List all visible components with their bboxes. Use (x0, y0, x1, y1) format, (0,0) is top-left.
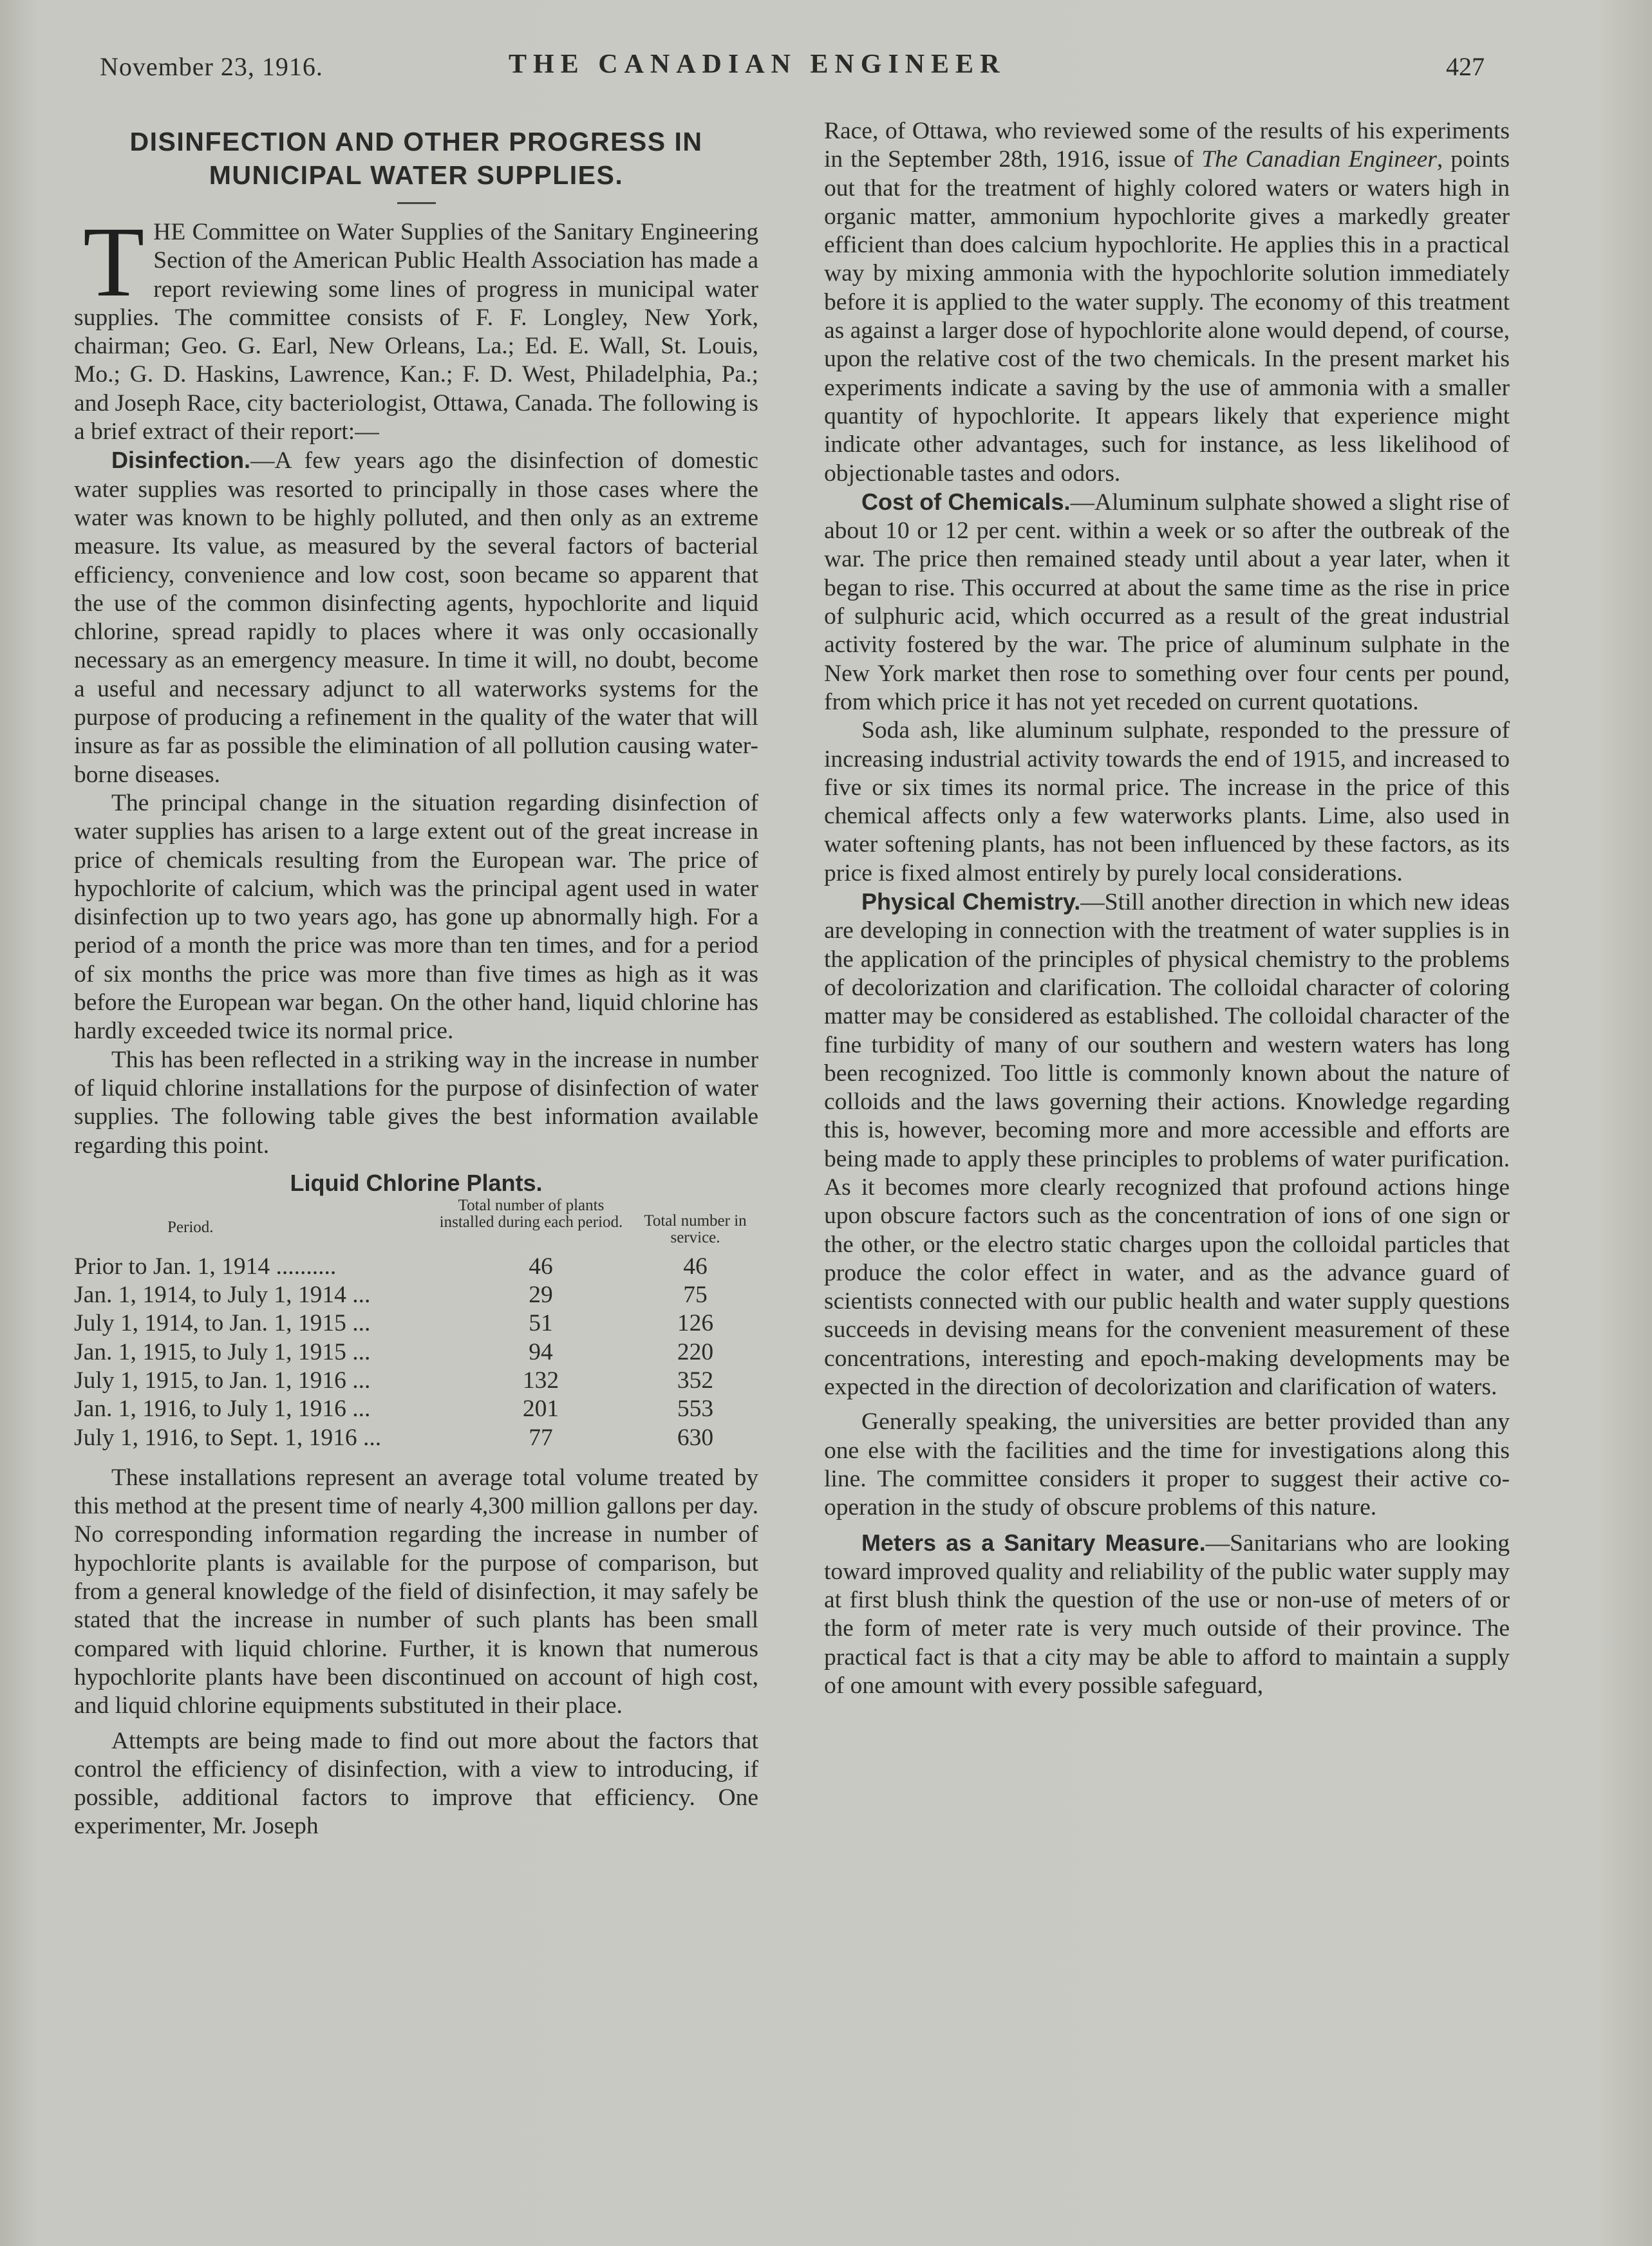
reflected-paragraph: This has been reflected in a striking way in the increase in number of liquid chlorine installations for the purpose of disinfection of water supplies. The following table gives the best information available regarding this point. (74, 1046, 758, 1159)
row-in-service: 352 (677, 1367, 714, 1394)
journal-title: THE CANADIAN ENGINEER (509, 50, 1006, 79)
row-period: July 1, 1914, to Jan. 1, 1915 ... (74, 1310, 371, 1337)
table-row (74, 1281, 758, 1309)
disinfection-heading: Disinfection. (111, 447, 251, 474)
row-in-service: 126 (677, 1310, 714, 1337)
cost-paragraph (824, 488, 1510, 716)
intro-paragraph (74, 206, 758, 446)
row-period: Jan. 1, 1915, to July 1, 1915 ... (74, 1338, 371, 1365)
running-header (100, 46, 1485, 85)
article-title-line-1: DISINFECTION AND OTHER PROGRESS IN (129, 127, 703, 156)
row-installed: 46 (529, 1253, 553, 1280)
row-period: July 1, 1916, to Sept. 1, 1916 ... (74, 1424, 382, 1451)
table-header (74, 1197, 758, 1253)
row-installed: 77 (529, 1424, 553, 1451)
row-installed: 201 (522, 1396, 559, 1423)
chlorine-plants-table (74, 1169, 758, 1452)
physical-text: —Still another direction in which new ideas are developing in connection with the treatment of water supplies is in the application of the principles of physical chemistry to the problems of decolorization and clarification. The colloidal character of coloring matter may be considered as established. The colloidal character of the fine turbidity of many of our southern and western waters has long been recognized. Too little is commonly known about the nature of colloids and the laws governing their actions. Knowledge regarding this is, however, becoming more and more accessible and efforts are being made to apply these principles to problems of water purification. As it becomes more clearly recognized that profound actions hinge upon obscure factors such as the concentration of ions of one sign or the other, or the electro static charges upon the colloidal particles that produce the color effect in water, and as the advance guard of scientists connected with our public health and water supply questions succeeds in devising means for the convenient measurement of these concentrations, interesting and epoch-making developments may be expected in the direction of decolorization and clarification of waters. (824, 889, 1510, 1401)
cost-text: —Aluminum sulphate showed a slight rise of about 10 or 12 per cent. within a week or so after the outbreak of the war. The price then remained steady until about a year later, when it began to rise. This occurred at about the same time as the rise in price of sulphuric acid, which occurred as a result of the great industrial activity fostered by the war. The price of aluminum sulphate in the New York market then rose to something over four cents per pound, from which price it has not yet receded on current quotations. (824, 489, 1510, 715)
right-column (824, 117, 1510, 1700)
cost-heading: Cost of Chemicals. (861, 488, 1071, 515)
row-installed: 94 (529, 1338, 553, 1365)
meters-heading: Meters as a Sanitary Measure. (861, 1529, 1206, 1556)
row-in-service: 220 (677, 1338, 714, 1365)
header-in-service: Total number in service. (644, 1212, 747, 1246)
row-period: July 1, 1915, to Jan. 1, 1916 ... (74, 1367, 371, 1394)
issue-date: November 23, 1916. (100, 52, 323, 81)
header-installed: Total number of plants installed during each period. (439, 1196, 623, 1231)
paragraph-gap (74, 1721, 758, 1727)
paragraph-gap (824, 1522, 1510, 1529)
generally-paragraph: Generally speaking, the universities are better provided than any one else with the facilities and the time for investigations along this line. The committee considers it proper to suggest their active co-operation in the study of obscure problems of this nature. (824, 1408, 1510, 1521)
intro-text: HE Committee on Water Supplies of the Sanitary Engineering Section of the American Public Health Association has made a report reviewing some lines of progress in municipal water supplies. The committee consists of F. F. Longley, New York, chairman; Geo. G. Earl, New Orleans, La.; Ed. E. Wall, St. Louis, Mo.; G. D. Haskins, Lawrence, Kan.; F. D. West, Philadelphia, Pa.; and Joseph Race, city bacteriologist, Ottawa, Canada. The following is a brief extract of their report:— (74, 219, 758, 445)
row-in-service: 75 (683, 1282, 708, 1309)
row-in-service: 553 (677, 1396, 714, 1423)
row-installed: 29 (529, 1282, 553, 1309)
table-row (74, 1309, 758, 1338)
row-period: Jan. 1, 1916, to July 1, 1916 ... (74, 1396, 371, 1423)
table-row (74, 1367, 758, 1395)
row-period: Prior to Jan. 1, 1914 .......... (74, 1253, 337, 1280)
disinfection-paragraph (74, 446, 758, 789)
race-text-b: , points out that for the treatment of highly colored waters or waters high in organic matter, ammonium hypochlorite gives a markedly greater efficient than does calcium hypochlorite. He applies this in a practical way by mixing ammonia with the hypochlorite solution immediately before it is applied to the water supply. The economy of this treatment as against a larger dose of hypochlorite alone would depend, of course, upon the relative cost of the two chemicals. In the present market his experiments indicate a saving by the use of ammonia with a smaller quantity of hypochlorite. It appears likely that experience might indicate other advantages, such for instance, as less likelihood of objectionable tastes and odors. (824, 146, 1510, 487)
installations-paragraph: These installations represent an average total volume treated by this method at the present time of nearly 4,300 million gallons per day. No corresponding information regarding the increase in number of hypochlorite plants is available for the purpose of comparison, but from a general knowledge of the field of disinfection, it may safely be stated that the increase in number of such plants has been small compared with liquid chlorine. Further, it is known that numerous hypochlorite plants have been discontinued on account of high cost, and liquid chlorine equipments substituted in their place. (74, 1464, 758, 1719)
soda-paragraph: Soda ash, like aluminum sulphate, responded to the pressure of increasing industrial activity towards the end of 1915, and increased to five or six times its normal price. The increase in the price of this chemical affects only a few waterworks plants. Lime, also used in water softening plants, has not been influenced by these factors, as its price is fixed almost entirely by purely local considerations. (824, 717, 1510, 886)
article-title (74, 125, 758, 192)
race-text-a: Race, of Ottawa, who reviewed some of the results of his experiments in the September 28th, 1916, issue of (824, 118, 1510, 173)
article-title-line-2: MUNICIPAL WATER SUPPLIES. (209, 160, 624, 190)
table-row (74, 1253, 758, 1281)
table-row (74, 1338, 758, 1367)
meters-paragraph (824, 1529, 1510, 1701)
header-period: Period. (167, 1218, 214, 1236)
drop-cap: T (83, 206, 145, 317)
physical-heading: Physical Chemistry. (861, 888, 1081, 915)
left-column (74, 122, 758, 1841)
row-installed: 51 (529, 1310, 553, 1337)
race-paragraph (824, 117, 1510, 488)
row-in-service: 46 (683, 1253, 708, 1280)
table-row (74, 1424, 758, 1452)
row-in-service: 630 (677, 1424, 714, 1451)
page-number: 427 (1446, 52, 1485, 81)
title-rule (397, 202, 436, 204)
disinfection-text: —A few years ago the disinfection of domestic water supplies was resorted to principally in those cases where the water was known to be highly polluted, and then only as an extreme measure. Its value, as measured by the several factors of bacterial efficiency, convenience and low cost, soon became so apparent that the use of the common disinfecting agents, hypochlorite and liquid chlorine, spread rapidly to places where it was only occasionally necessary as an emergency measure. In time it will, no doubt, become a useful and necessary adjunct to all waterworks systems for the purpose of producing a refinement in the quality of the water that will insure as far as possible the elimination of all pollution causing water-borne diseases. (74, 447, 758, 788)
table-title: Liquid Chlorine Plants. (290, 1169, 543, 1196)
principal-change-paragraph: The principal change in the situation regarding disinfection of water supplies has arisen to a large extent out of the great increase in price of chemicals resulting from the European war. The price of hypochlorite of calcium, which was the principal agent used in water disinfection up to two years ago, has gone up abnormally high. For a period of a month the price was more than ten times, and for a period of six months the price was more than five times as high as it was before the European war began. On the other hand, liquid chlorine has hardly exceeded twice its normal price. (74, 789, 758, 1045)
paragraph-gap (824, 1401, 1510, 1408)
row-period: Jan. 1, 1914, to July 1, 1914 ... (74, 1282, 371, 1309)
journal-citation: The Canadian Engineer (1201, 146, 1437, 173)
table-row (74, 1395, 758, 1423)
row-installed: 132 (522, 1367, 559, 1394)
attempts-paragraph: Attempts are being made to find out more about the factors that control the efficiency of disinfection, with a view to introducing, if possible, additional factors to improve that efficiency. One experimenter, Mr. Joseph (74, 1727, 758, 1840)
physical-paragraph (824, 888, 1510, 1401)
meters-text: —Sanitarians who are looking toward improved quality and reliability of the public water supply may at first blush think the question of the use or non-use of meters of or the form of meter rate is very much outside of their province. The practical fact is that a city may be able to afford to maintain a supply of one amount with every possible safeguard, (824, 1530, 1510, 1699)
